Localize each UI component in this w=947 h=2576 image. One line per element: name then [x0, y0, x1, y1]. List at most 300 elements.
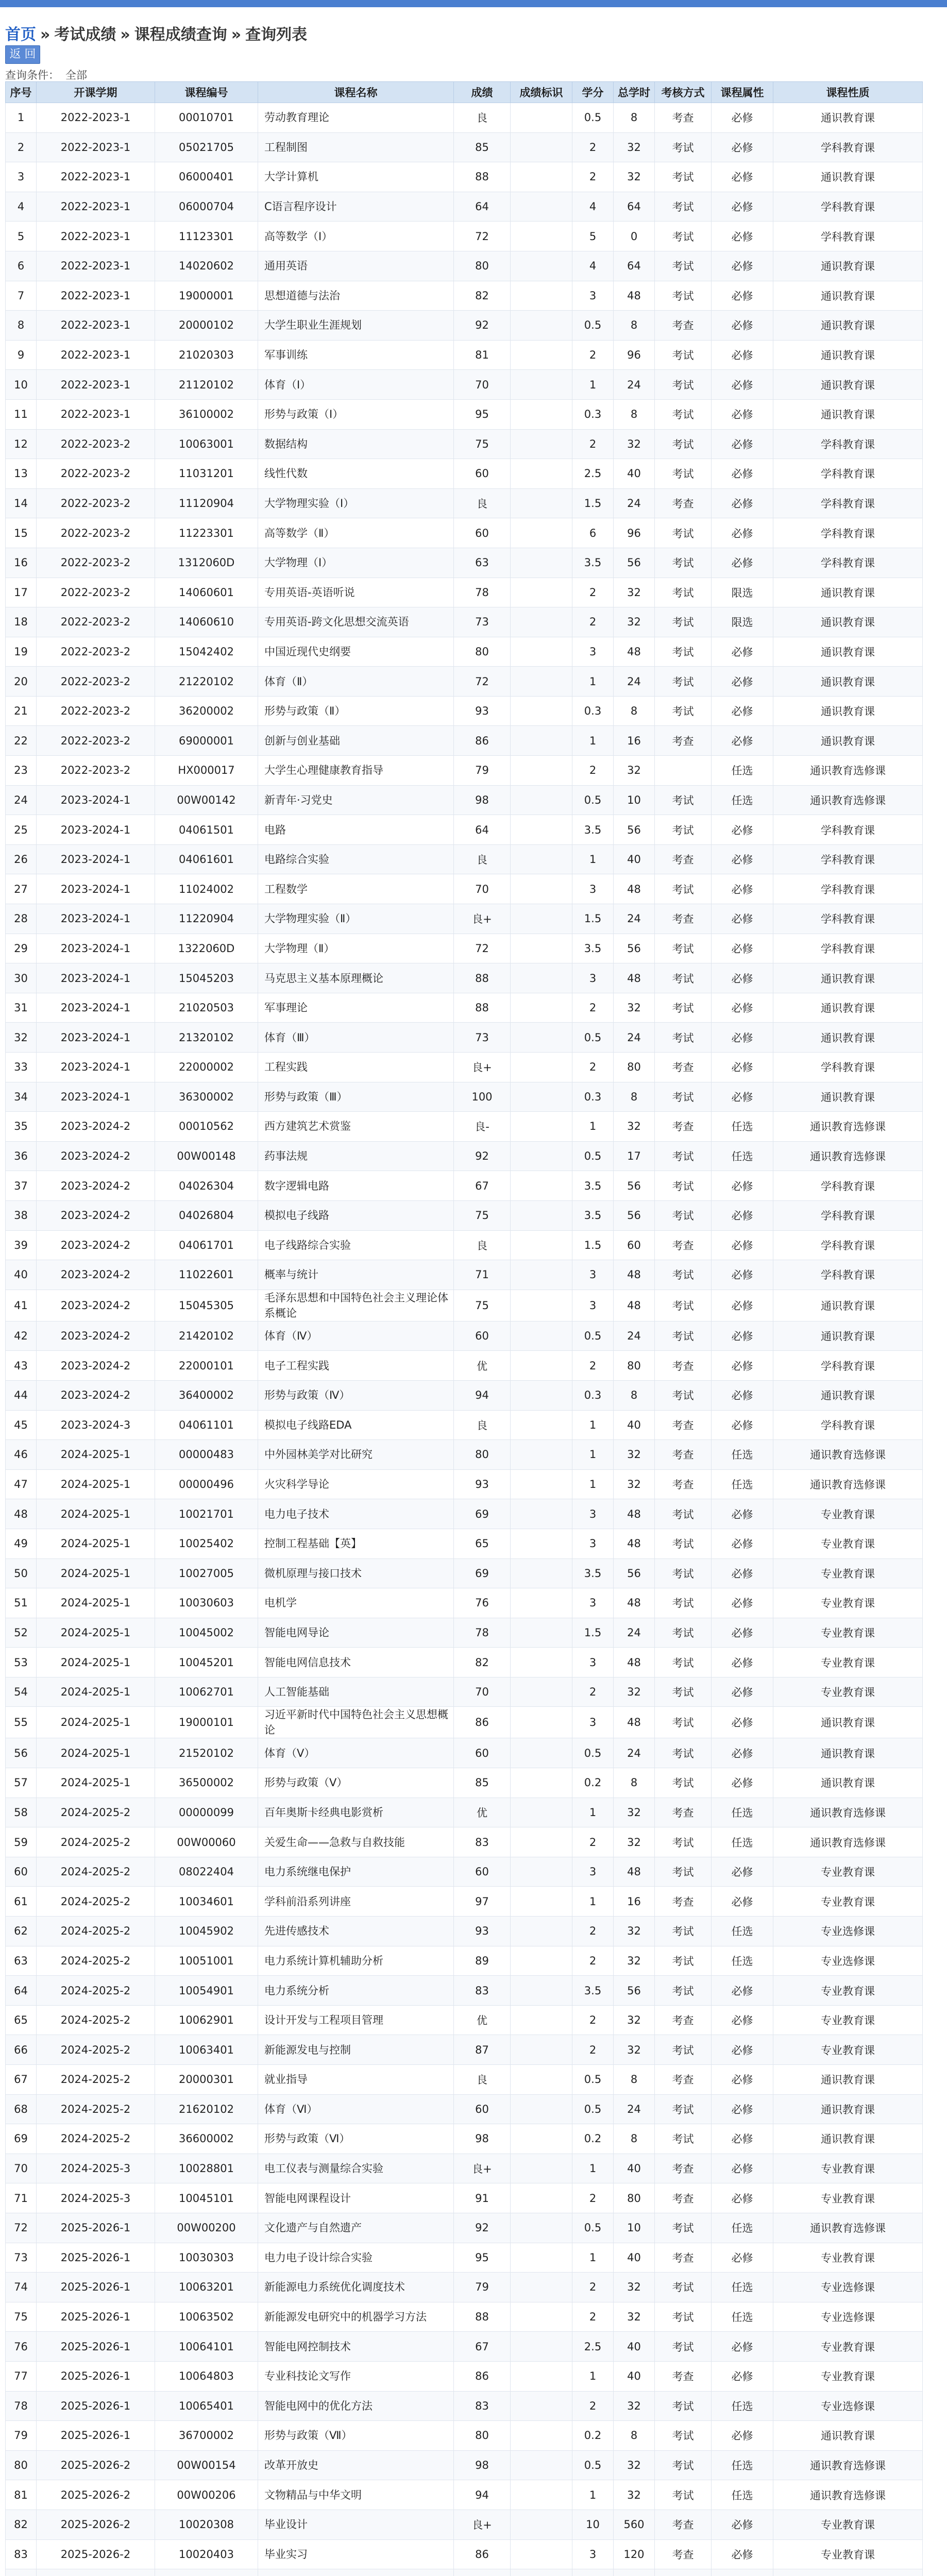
cell-total-hours: 32 [614, 429, 655, 459]
cell-credit: 2 [572, 2302, 614, 2332]
top-color-bar [0, 0, 947, 7]
cell-assessment-method: 考试 [655, 637, 712, 667]
cell-term: 2022-2023-1 [37, 132, 155, 162]
cell-grade-flag [511, 2569, 572, 2576]
cell-course-type: 通识教育课 [773, 340, 923, 370]
cell-grade-flag [511, 2539, 572, 2569]
table-row [6, 934, 923, 963]
cell-row-number: 60 [6, 1857, 37, 1887]
table-row [6, 2421, 923, 2451]
cell-row-number: 80 [6, 2450, 37, 2480]
cell-course-attribute: 必修 [712, 370, 773, 400]
cell-credit: 0.3 [572, 696, 614, 726]
cell-grade-flag [511, 2124, 572, 2154]
cell-grade: 95 [454, 399, 511, 429]
cell-course-code: 11024002 [155, 874, 258, 904]
cell-course-name: 形势与政策（Ⅳ） [258, 1380, 454, 1410]
cell-course-name: 大学计算机 [258, 162, 454, 192]
cell-term: 2022-2023-1 [37, 340, 155, 370]
cell-course-name: 模拟电子线路 [258, 1200, 454, 1230]
cell-course-type: 通识教育课 [773, 1738, 923, 1768]
cell-course-type: 学科教育课 [773, 518, 923, 548]
cell-course-type: 专业教育课 [773, 1618, 923, 1648]
cell-course-code: 15045305 [155, 1290, 258, 1321]
cell-term [37, 2569, 155, 2576]
cell-assessment-method: 考试 [655, 1738, 712, 1768]
table-row [6, 1946, 923, 1976]
cell-course-name: 工程实践 [258, 1053, 454, 1082]
cell-row-number: 42 [6, 1321, 37, 1351]
cell-assessment-method: 考查 [655, 2539, 712, 2569]
cell-grade: 72 [454, 934, 511, 963]
cell-course-name: 大学物理（Ⅱ） [258, 934, 454, 963]
cell-course-attribute: 必修 [712, 518, 773, 548]
cell-grade: 良 [454, 488, 511, 518]
cell-grade-flag [511, 192, 572, 222]
cell-assessment-method: 考试 [655, 963, 712, 993]
cell-assessment-method: 考查 [655, 103, 712, 133]
cell-row-number: 75 [6, 2302, 37, 2332]
cell-term: 2022-2023-1 [37, 399, 155, 429]
cell-course-code: 00W00060 [155, 1827, 258, 1857]
table-row [6, 2005, 923, 2035]
cell-total-hours: 80 [614, 1351, 655, 1381]
cell-assessment-method: 考试 [655, 1857, 712, 1887]
cell-course-type: 通识教育课 [773, 1707, 923, 1738]
cell-course-name: 电力系统分析 [258, 1976, 454, 2006]
cell-course-attribute: 任选 [712, 1946, 773, 1976]
cell-course-code: 00W00142 [155, 785, 258, 815]
cell-course-attribute: 必修 [712, 2124, 773, 2154]
cell-course-code: 10063401 [155, 2035, 258, 2065]
cell-grade-flag [511, 1827, 572, 1857]
cell-grade-flag [511, 518, 572, 548]
cell-course-attribute: 限选 [712, 607, 773, 637]
cell-course-attribute: 必修 [712, 1558, 773, 1588]
cell-assessment-method: 考查 [655, 1887, 712, 1917]
table-row [6, 281, 923, 311]
cell-row-number: 9 [6, 340, 37, 370]
cell-course-attribute: 必修 [712, 251, 773, 281]
cell-grade: 83 [454, 1976, 511, 2006]
cell-grade: 良 [454, 844, 511, 874]
cell-course-code: 21620102 [155, 2094, 258, 2124]
cell-course-code: 11022601 [155, 1260, 258, 1290]
cell-course-name: 体育（Ⅲ） [258, 1023, 454, 1053]
table-row [6, 251, 923, 281]
cell-term: 2022-2023-1 [37, 370, 155, 400]
cell-course-code: 00000483 [155, 1440, 258, 1470]
cell-row-number: 41 [6, 1290, 37, 1321]
cell-course-code: 00W00200 [155, 2213, 258, 2243]
cell-row-number: 61 [6, 1887, 37, 1917]
cell-course-type: 专业教育课 [773, 2005, 923, 2035]
cell-grade: 93 [454, 1469, 511, 1499]
table-row [6, 963, 923, 993]
cell-row-number: 46 [6, 1440, 37, 1470]
cell-assessment-method: 考试 [655, 1768, 712, 1798]
cell-assessment-method: 考查 [655, 1410, 712, 1440]
cell-row-number: 73 [6, 2243, 37, 2273]
cell-credit: 1 [572, 1440, 614, 1470]
cell-course-name: 专用英语-英语听说 [258, 578, 454, 607]
cell-course-code: 10062701 [155, 1677, 258, 1707]
cell-assessment-method: 考试 [655, 192, 712, 222]
cell-credit: 1 [572, 1112, 614, 1142]
table-row [6, 2124, 923, 2154]
cell-row-number: 24 [6, 785, 37, 815]
cell-course-code: 11220904 [155, 904, 258, 934]
cell-total-hours: 8 [614, 2421, 655, 2451]
cell-total-hours: 48 [614, 1529, 655, 1558]
cell-course-attribute: 必修 [712, 192, 773, 222]
cell-course-name: 智能电网课程设计 [258, 2183, 454, 2213]
cell-grade-flag [511, 2480, 572, 2510]
cell-grade: 78 [454, 1618, 511, 1648]
cell-credit [572, 2569, 614, 2576]
cell-total-hours: 32 [614, 1112, 655, 1142]
cell-term: 2025-2026-2 [37, 2450, 155, 2480]
breadcrumb-course-grade-query: 课程成绩查询 [134, 26, 227, 44]
cell-grade: 良+ [454, 2510, 511, 2539]
cell-row-number: 16 [6, 548, 37, 578]
cell-course-type: 学科教育课 [773, 488, 923, 518]
cell-term: 2023-2024-1 [37, 1082, 155, 1112]
cell-credit: 1 [572, 1410, 614, 1440]
cell-grade-flag [511, 132, 572, 162]
cell-credit: 1 [572, 1887, 614, 1917]
cell-course-type: 通识教育课 [773, 578, 923, 607]
cell-total-hours: 48 [614, 874, 655, 904]
cell-course-type: 专业选修课 [773, 2273, 923, 2302]
cell-course-type: 学科教育课 [773, 1053, 923, 1082]
cell-row-number: 12 [6, 429, 37, 459]
cell-grade: 67 [454, 2332, 511, 2362]
cell-course-type: 通识教育课 [773, 281, 923, 311]
cell-term: 2024-2025-1 [37, 1707, 155, 1738]
cell-row-number: 47 [6, 1469, 37, 1499]
cell-row-number: 56 [6, 1738, 37, 1768]
cell-row-number: 11 [6, 399, 37, 429]
cell-credit: 3 [572, 1648, 614, 1677]
cell-course-type: 学科教育课 [773, 429, 923, 459]
cell-grade-flag [511, 1200, 572, 1230]
cell-term: 2023-2024-1 [37, 1053, 155, 1082]
cell-assessment-method: 考试 [655, 1946, 712, 1976]
cell-row-number: 25 [6, 815, 37, 845]
cell-assessment-method: 考试 [655, 667, 712, 697]
cell-course-type: 学科教育课 [773, 1200, 923, 1230]
cell-term: 2022-2023-2 [37, 578, 155, 607]
table-row [6, 548, 923, 578]
cell-course-type: 通识教育课 [773, 1380, 923, 1410]
cell-total-hours: 24 [614, 904, 655, 934]
cell-grade-flag [511, 1798, 572, 1827]
cell-row-number: 35 [6, 1112, 37, 1142]
cell-grade-flag [511, 2213, 572, 2243]
cell-course-name: 形势与政策（Ⅶ） [258, 2421, 454, 2451]
cell-grade: 76 [454, 1588, 511, 1618]
cell-grade: 60 [454, 1738, 511, 1768]
cell-total-hours: 8 [614, 399, 655, 429]
table-row [6, 2510, 923, 2539]
table-row [6, 1768, 923, 1798]
cell-term: 2022-2023-2 [37, 696, 155, 726]
cell-course-type: 学科教育课 [773, 904, 923, 934]
cell-grade: 94 [454, 2480, 511, 2510]
cell-credit: 3 [572, 2539, 614, 2569]
cell-row-number [6, 2569, 37, 2576]
cell-credit: 3 [572, 963, 614, 993]
cell-course-code: 04061101 [155, 1410, 258, 1440]
cell-credit: 1.5 [572, 1618, 614, 1648]
table-row [6, 815, 923, 845]
cell-course-attribute: 任选 [712, 756, 773, 786]
cell-course-name: 劳动教育理论 [258, 103, 454, 133]
cell-course-code: 14060601 [155, 578, 258, 607]
cell-grade: 89 [454, 1946, 511, 1976]
cell-row-number: 57 [6, 1768, 37, 1798]
cell-assessment-method [655, 2569, 712, 2576]
cell-grade: 75 [454, 1290, 511, 1321]
cell-total-hours: 560 [614, 2510, 655, 2539]
cell-term: 2022-2023-1 [37, 162, 155, 192]
cell-course-name: 电工仪表与测量综合实验 [258, 2154, 454, 2183]
cell-course-type: 专业选修课 [773, 1946, 923, 1976]
cell-row-number: 81 [6, 2480, 37, 2510]
cell-credit: 2 [572, 132, 614, 162]
cell-course-attribute: 必修 [712, 1529, 773, 1558]
cell-grade-flag [511, 1053, 572, 1082]
cell-term: 2024-2025-2 [37, 1857, 155, 1887]
cell-grade: 82 [454, 281, 511, 311]
cell-term: 2023-2024-1 [37, 904, 155, 934]
cell-credit: 3.5 [572, 934, 614, 963]
cell-grade: 72 [454, 222, 511, 251]
cell-assessment-method: 考查 [655, 1440, 712, 1470]
cell-course-type: 专业教育课 [773, 1677, 923, 1707]
cell-grade: 64 [454, 815, 511, 845]
cell-course-attribute: 必修 [712, 1321, 773, 1351]
cell-grade: 86 [454, 726, 511, 756]
table-row [6, 1321, 923, 1351]
cell-grade: 79 [454, 2273, 511, 2302]
cell-row-number: 28 [6, 904, 37, 934]
cell-term: 2022-2023-2 [37, 607, 155, 637]
cell-grade: 81 [454, 340, 511, 370]
cell-row-number: 20 [6, 667, 37, 697]
cell-grade-flag [511, 340, 572, 370]
cell-course-code: 00010562 [155, 1112, 258, 1142]
cell-course-name: 就业指导 [258, 2065, 454, 2095]
cell-grade: 71 [454, 1260, 511, 1290]
cell-grade-flag [511, 637, 572, 667]
cell-grade-flag [511, 963, 572, 993]
cell-assessment-method: 考试 [655, 459, 712, 489]
cell-term: 2022-2023-1 [37, 311, 155, 341]
cell-grade: 93 [454, 1917, 511, 1946]
cell-course-code: 21520102 [155, 1738, 258, 1768]
cell-total-hours: 32 [614, 1469, 655, 1499]
cell-grade-flag [511, 2302, 572, 2332]
cell-total-hours: 32 [614, 2035, 655, 2065]
cell-row-number: 44 [6, 1380, 37, 1410]
table-row [6, 1171, 923, 1201]
cell-total-hours: 32 [614, 1946, 655, 1976]
cell-total-hours: 40 [614, 2243, 655, 2273]
cell-total-hours: 96 [614, 518, 655, 548]
cell-course-attribute: 必修 [712, 1648, 773, 1677]
cell-course-type: 通识教育课 [773, 726, 923, 756]
cell-row-number: 67 [6, 2065, 37, 2095]
cell-grade: 79 [454, 756, 511, 786]
cell-course-code: 36400002 [155, 1380, 258, 1410]
cell-course-code: 19000001 [155, 281, 258, 311]
cell-grade-flag [511, 756, 572, 786]
cell-course-type: 学科教育课 [773, 874, 923, 904]
cell-grade-flag [511, 2183, 572, 2213]
cell-course-attribute: 必修 [712, 1230, 773, 1260]
cell-course-code: 10045902 [155, 1917, 258, 1946]
table-row [6, 1976, 923, 2006]
cell-grade-flag [511, 2391, 572, 2421]
cell-term: 2023-2024-2 [37, 1141, 155, 1171]
cell-course-name: 火灾科学导论 [258, 1469, 454, 1499]
cell-term: 2023-2024-2 [37, 1112, 155, 1142]
cell-assessment-method: 考查 [655, 1053, 712, 1082]
cell-credit: 2 [572, 578, 614, 607]
cell-course-type: 通识教育课 [773, 696, 923, 726]
cell-credit: 3 [572, 1260, 614, 1290]
cell-term: 2022-2023-2 [37, 756, 155, 786]
cell-credit: 2 [572, 1677, 614, 1707]
column-header-course-code: 课程编号 [155, 82, 258, 103]
cell-term: 2022-2023-2 [37, 726, 155, 756]
cell-course-name: 文化遗产与自然遗产 [258, 2213, 454, 2243]
cell-credit: 2.5 [572, 2332, 614, 2362]
cell-credit: 2 [572, 1827, 614, 1857]
cell-term: 2022-2023-1 [37, 281, 155, 311]
cell-grade-flag [511, 1321, 572, 1351]
column-header-course-type: 课程性质 [773, 82, 923, 103]
cell-grade: 优 [454, 1351, 511, 1381]
cell-credit: 2 [572, 607, 614, 637]
cell-grade: 95 [454, 2243, 511, 2273]
cell-grade-flag [511, 1082, 572, 1112]
table-row [6, 756, 923, 786]
cell-course-type: 专业教育课 [773, 1588, 923, 1618]
cell-assessment-method: 考试 [655, 2450, 712, 2480]
cell-total-hours: 32 [614, 2480, 655, 2510]
cell-assessment-method: 考试 [655, 1321, 712, 1351]
column-header-credit: 学分 [572, 82, 614, 103]
cell-term: 2025-2026-1 [37, 2273, 155, 2302]
cell-course-name: 大学物理实验（Ⅰ） [258, 488, 454, 518]
cell-grade-flag [511, 1141, 572, 1171]
cell-total-hours: 8 [614, 103, 655, 133]
cell-course-code: 11223301 [155, 518, 258, 548]
cell-row-number: 21 [6, 696, 37, 726]
cell-row-number: 22 [6, 726, 37, 756]
cell-course-name: 形势与政策（Ⅲ） [258, 1082, 454, 1112]
cell-course-name: 马克思主义基本原理概论 [258, 963, 454, 993]
cell-grade-flag [511, 162, 572, 192]
table-row [6, 1230, 923, 1260]
cell-course-attribute: 必修 [712, 2332, 773, 2362]
cell-course-type: 专业教育课 [773, 2510, 923, 2539]
cell-course-type: 专业教育课 [773, 1499, 923, 1529]
cell-credit: 2 [572, 2035, 614, 2065]
cell-grade: 70 [454, 1677, 511, 1707]
cell-grade-flag [511, 1588, 572, 1618]
cell-term: 2022-2023-1 [37, 103, 155, 133]
cell-credit: 0.2 [572, 2421, 614, 2451]
cell-course-name: 大学生职业生涯规划 [258, 311, 454, 341]
cell-course-attribute: 必修 [712, 132, 773, 162]
cell-row-number: 14 [6, 488, 37, 518]
cell-course-attribute: 必修 [712, 815, 773, 845]
cell-term: 2024-2025-1 [37, 1469, 155, 1499]
cell-course-code: 10045101 [155, 2183, 258, 2213]
cell-grade-flag [511, 1677, 572, 1707]
table-body [6, 103, 923, 2576]
cell-course-attribute: 必修 [712, 459, 773, 489]
cell-term: 2023-2024-2 [37, 1351, 155, 1381]
cell-course-name: 电力系统计算机辅助分析 [258, 1946, 454, 1976]
table-row [6, 696, 923, 726]
cell-term: 2024-2025-1 [37, 1677, 155, 1707]
cell-total-hours: 24 [614, 1321, 655, 1351]
cell-course-code: 10020308 [155, 2510, 258, 2539]
cell-grade: 良+ [454, 2154, 511, 2183]
cell-course-code: 22000101 [155, 1351, 258, 1381]
cell-row-number: 1 [6, 103, 37, 133]
cell-grade: 60 [454, 1857, 511, 1887]
cell-course-name: 形势与政策（Ⅰ） [258, 399, 454, 429]
cell-total-hours [614, 2569, 655, 2576]
table-row [6, 2035, 923, 2065]
cell-course-type: 专业教育课 [773, 1529, 923, 1558]
cell-assessment-method: 考试 [655, 340, 712, 370]
cell-grade: 98 [454, 2124, 511, 2154]
cell-term: 2024-2025-1 [37, 1588, 155, 1618]
back-button[interactable]: 返 回 [5, 45, 40, 64]
table-row [6, 578, 923, 607]
cell-row-number: 64 [6, 1976, 37, 2006]
cell-term: 2024-2025-1 [37, 1738, 155, 1768]
cell-course-name: 体育（Ⅳ） [258, 1321, 454, 1351]
cell-row-number: 34 [6, 1082, 37, 1112]
cell-course-attribute: 任选 [712, 785, 773, 815]
breadcrumb-home-link[interactable]: 首页 [5, 26, 36, 44]
cell-credit: 1 [572, 1469, 614, 1499]
table-row [6, 1410, 923, 1440]
cell-row-number: 65 [6, 2005, 37, 2035]
cell-course-code: 10064101 [155, 2332, 258, 2362]
cell-term: 2024-2025-1 [37, 1529, 155, 1558]
cell-credit: 1 [572, 844, 614, 874]
cell-term: 2022-2023-2 [37, 548, 155, 578]
cell-course-name: 专用英语-跨文化思想交流英语 [258, 607, 454, 637]
cell-term: 2025-2026-1 [37, 2302, 155, 2332]
cell-assessment-method: 考查 [655, 2183, 712, 2213]
cell-grade: 80 [454, 637, 511, 667]
cell-course-attribute: 必修 [712, 726, 773, 756]
cell-course-type: 专业教育课 [773, 1976, 923, 2006]
cell-assessment-method: 考试 [655, 2124, 712, 2154]
cell-assessment-method: 考试 [655, 1827, 712, 1857]
cell-course-name: 电机学 [258, 1588, 454, 1618]
